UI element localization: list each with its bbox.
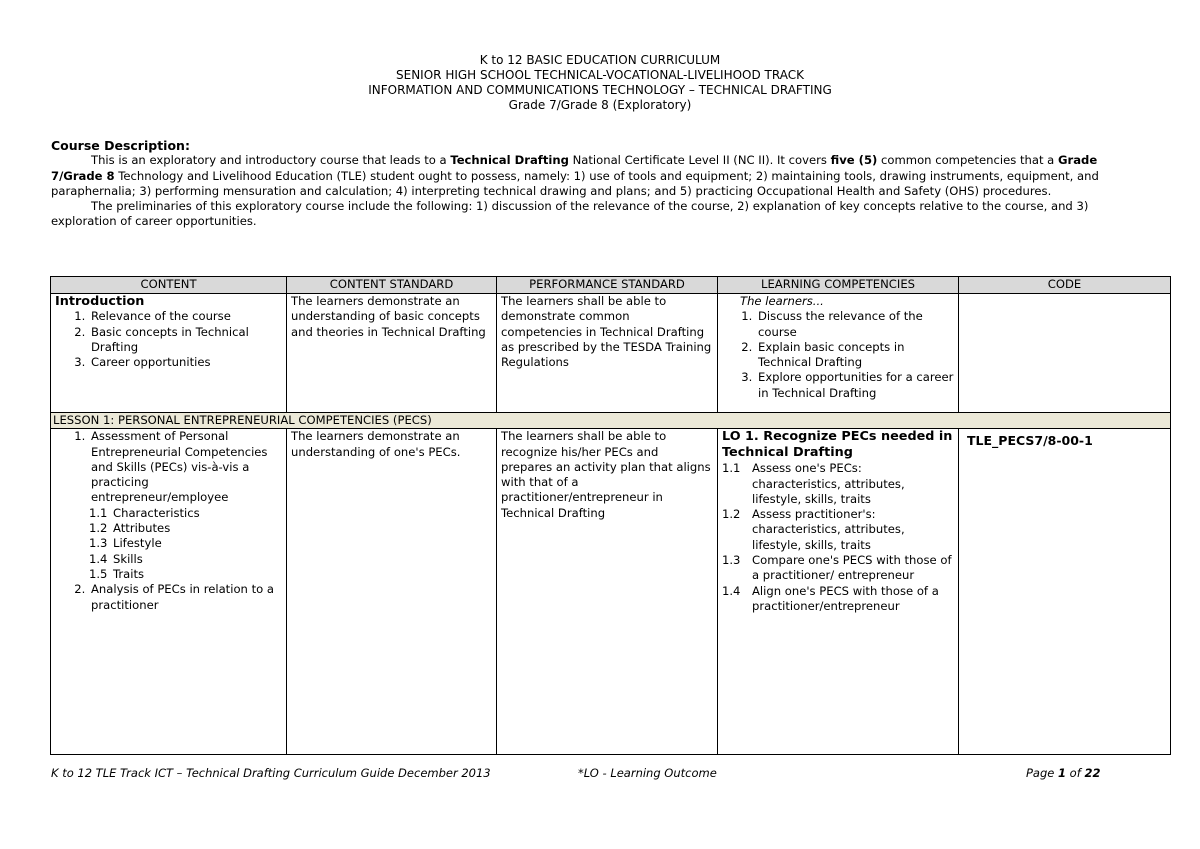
page-num: 1 bbox=[1058, 766, 1067, 780]
competency-item bbox=[722, 461, 954, 507]
content-sublist bbox=[89, 506, 282, 582]
competency-text: Assess one's PECs: characteristics, attributes, lifestyle, skills, traits bbox=[752, 461, 905, 506]
page-mid: of bbox=[1066, 766, 1085, 780]
content-item-text: Assessment of Personal Entrepreneurial Competencies and Skills (PECs) vis-à-vis a practicing entrepreneur/employee bbox=[91, 429, 268, 505]
sub-text: Traits bbox=[113, 566, 145, 581]
footer-left: K to 12 TLE Track ICT – Technical Drafting Curriculum Guide December 2013 bbox=[51, 766, 491, 780]
table-row-lesson-1 bbox=[51, 429, 1171, 755]
desc-text: This is an exploratory and introductory course that leads to a bbox=[91, 153, 451, 168]
list-item bbox=[89, 521, 282, 536]
list-item bbox=[89, 567, 282, 582]
sub-num: 1.1 bbox=[89, 505, 108, 520]
sub-num: 1.2 bbox=[89, 521, 108, 536]
desc-bold: Grade 7/Grade 8 bbox=[51, 153, 1098, 183]
header-line-3: INFORMATION AND COMMUNICATIONS TECHNOLOGY – TECHNICAL DRAFTING bbox=[368, 83, 832, 97]
desc-bold: Technical Drafting bbox=[450, 153, 569, 168]
competency-lead: The learners... bbox=[740, 294, 824, 308]
competency-num: 1.4 bbox=[722, 583, 741, 598]
competency-num: 1.3 bbox=[722, 553, 741, 568]
lesson1-code-cell bbox=[959, 429, 1171, 755]
competency-item bbox=[722, 584, 954, 615]
competency-text: Compare one's PECS with those of a practitioner/ entrepreneur bbox=[752, 553, 952, 583]
intro-content-standard: The learners demonstrate an understanding of basic concepts and theories in Technical Drafting bbox=[287, 294, 497, 413]
course-description bbox=[51, 138, 1151, 230]
list-item: 3. Explore opportunities for a career in Technical Drafting bbox=[756, 370, 954, 401]
header-line-1: K to 12 BASIC EDUCATION CURRICULUM bbox=[479, 53, 721, 67]
list-item bbox=[89, 536, 282, 551]
header-line-4 bbox=[0, 98, 1200, 113]
header-exploratory: (Exploratory) bbox=[608, 98, 692, 112]
intro-content-list bbox=[55, 309, 282, 370]
intro-performance-standard: The learners shall be able to demonstrate common competencies in Technical Drafting as prescribed by the TESDA Training Regulations bbox=[497, 294, 718, 413]
list-item: 3. Career opportunities bbox=[89, 355, 282, 370]
intro-content-cell bbox=[51, 294, 287, 413]
competency-item bbox=[722, 507, 954, 553]
header-learning-competencies: LEARNING COMPETENCIES bbox=[718, 277, 959, 294]
desc-text: common competencies that a bbox=[877, 153, 1058, 168]
lesson1-performance-standard: The learners shall be able to recognize his/her PECs and prepares an activity plan that aligns with that of a practitioner/entrepreneur in Technical Drafting bbox=[497, 429, 718, 755]
course-description-paragraph-1 bbox=[51, 153, 1151, 199]
list-item: 2. Explain basic concepts in Technical Drafting bbox=[756, 340, 954, 371]
intro-competencies-cell bbox=[718, 294, 959, 413]
sub-text: Skills bbox=[113, 551, 143, 566]
list-item bbox=[89, 506, 282, 521]
sub-text: Lifestyle bbox=[113, 536, 162, 551]
intro-code bbox=[959, 294, 1171, 413]
sub-num: 1.4 bbox=[89, 551, 108, 566]
page-prefix: Page bbox=[1026, 766, 1059, 780]
competency-num: 1.2 bbox=[722, 507, 741, 522]
list-item: 2. Basic concepts in Technical Drafting bbox=[89, 325, 282, 356]
lesson-1-row bbox=[51, 413, 1171, 429]
competency-code: TLE_PECS7/8-00-1 bbox=[967, 433, 1093, 449]
lesson1-content-standard: The learners demonstrate an understanding of one's PECs. bbox=[287, 429, 497, 755]
header-code: CODE bbox=[959, 277, 1171, 294]
header-line-2: SENIOR HIGH SCHOOL TECHNICAL-VOCATIONAL-LIVELIHOOD TRACK bbox=[396, 68, 804, 82]
competency-text: Align one's PECS with those of a practitioner/entrepreneur bbox=[752, 583, 939, 613]
footer-page-number bbox=[1026, 766, 1100, 780]
desc-bold: five (5) bbox=[830, 153, 878, 168]
lesson-1-title: LESSON 1: PERSONAL ENTREPRENEURIAL COMPETENCIES (PECS) bbox=[51, 413, 1171, 429]
header-content-standard: CONTENT STANDARD bbox=[287, 277, 497, 294]
sub-num: 1.5 bbox=[89, 566, 108, 581]
course-description-paragraph-2: The preliminaries of this exploratory course include the following: 1) discussion of the relevance of the course, 2) explanation of key concepts relative to the course, and 3) exploration of career opportunities. bbox=[51, 199, 1089, 229]
table-row-introduction bbox=[51, 294, 1171, 413]
desc-text: National Certificate Level II (NC II). It covers bbox=[568, 153, 831, 168]
list-item bbox=[89, 552, 282, 567]
sub-text: Characteristics bbox=[113, 505, 200, 520]
learning-outcome-title: LO 1. Recognize PECs needed in Technical Drafting bbox=[722, 429, 953, 461]
page-total: 22 bbox=[1084, 766, 1101, 780]
document-header bbox=[0, 53, 1200, 113]
list-item: 2. Analysis of PECs in relation to a practitioner bbox=[89, 582, 282, 613]
header-performance-standard: PERFORMANCE STANDARD bbox=[497, 277, 718, 294]
list-item bbox=[89, 429, 282, 582]
list-item: 1. Discuss the relevance of the course bbox=[756, 309, 954, 340]
footer-center: *LO - Learning Outcome bbox=[578, 766, 717, 780]
lesson1-content-cell bbox=[51, 429, 287, 755]
intro-title: Introduction bbox=[55, 294, 145, 309]
header-content: CONTENT bbox=[51, 277, 287, 294]
competency-text: Assess practitioner's: characteristics, attributes, lifestyle, skills, traits bbox=[752, 507, 905, 552]
lesson1-content-list bbox=[55, 429, 282, 613]
header-grade: Grade 7/Grade 8 bbox=[508, 98, 609, 112]
lesson1-competencies-cell bbox=[718, 429, 959, 755]
list-item: 1. Relevance of the course bbox=[89, 309, 282, 324]
table-header-row bbox=[51, 277, 1171, 294]
intro-competency-list bbox=[722, 309, 954, 401]
competency-item bbox=[722, 553, 954, 584]
sub-text: Attributes bbox=[113, 521, 171, 536]
curriculum-table bbox=[50, 276, 1171, 755]
competency-num: 1.1 bbox=[722, 461, 741, 476]
course-description-title: Course Description: bbox=[51, 138, 190, 153]
desc-text: Technology and Livelihood Education (TLE) student ought to possess, namely: 1) use of tools and equipment; 2) maintaining tools, drawing instruments, equipment, and paraphernalia; 3) performing mensuration and calculation; 4) interpreting technical drawing and plans; and 5) practicing Occupational Health and Safety (OHS) procedures. bbox=[51, 168, 1099, 198]
sub-num: 1.3 bbox=[89, 536, 108, 551]
